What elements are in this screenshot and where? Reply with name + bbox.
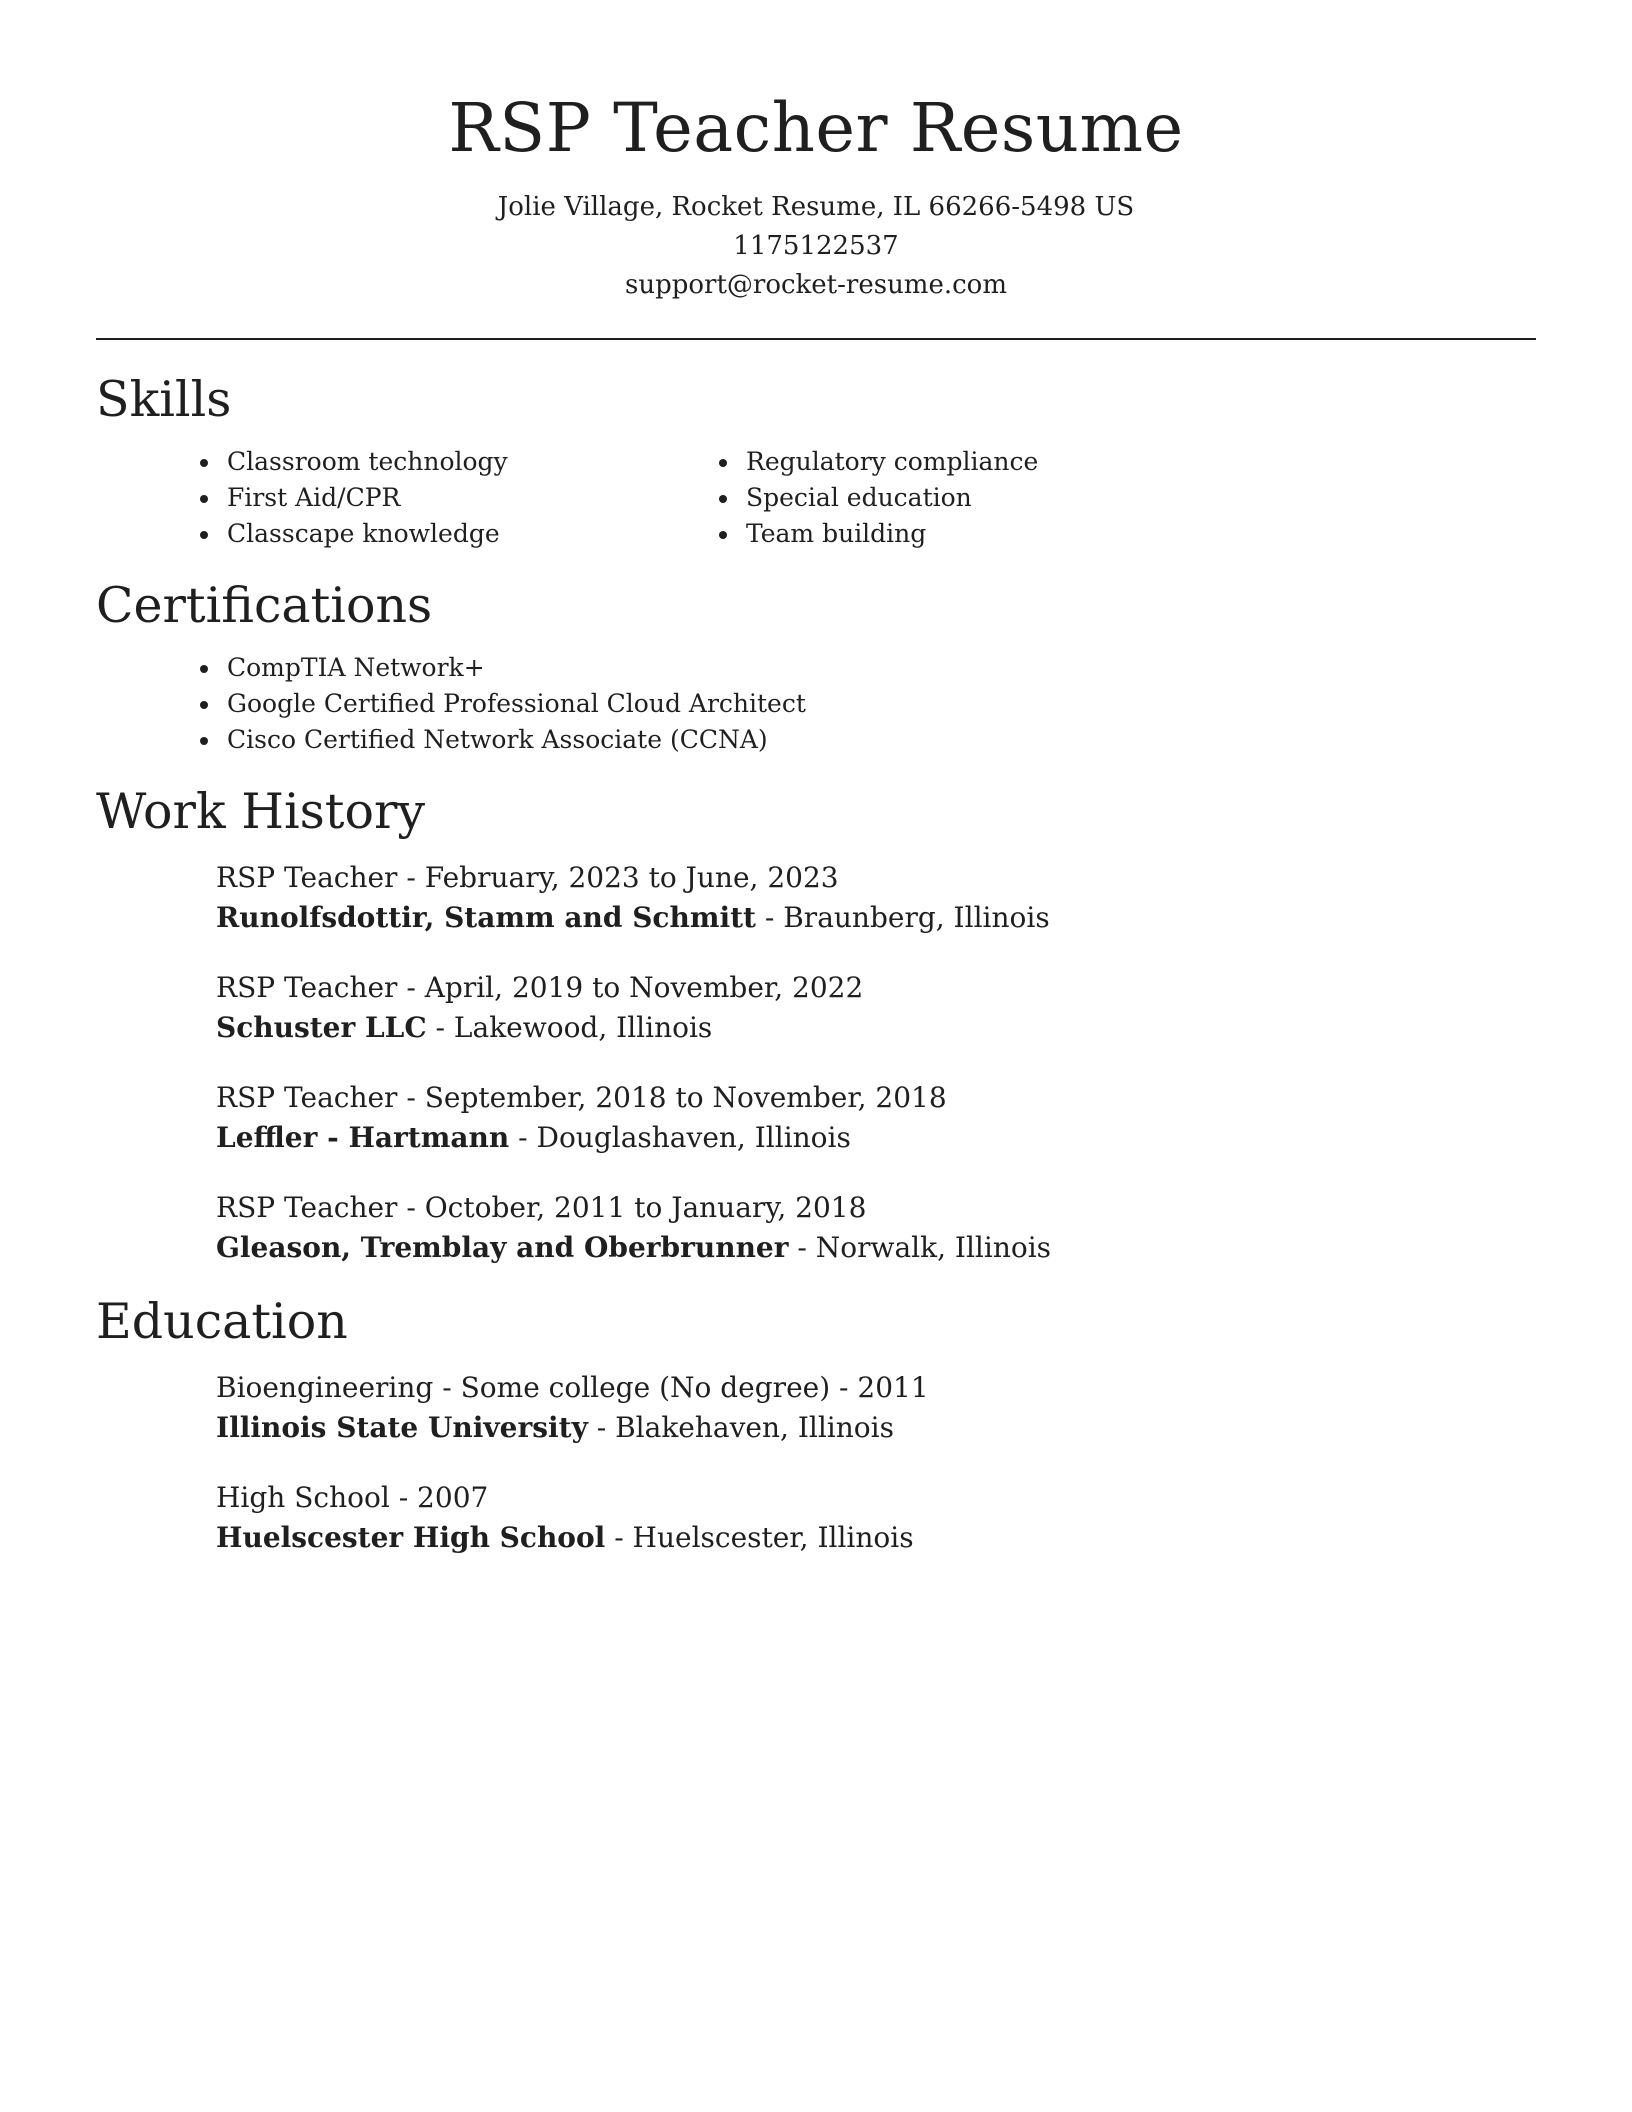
certifications-list [96,650,1536,758]
employer-name: Runolfsdottir, Stamm and Schmitt [216,901,756,934]
education-heading: Education [96,1293,348,1350]
skills-heading: Skills [96,371,232,428]
skills-section [96,368,1536,552]
employer-location: - Braunberg, Illinois [755,901,1050,934]
work-entry [216,858,1536,938]
school-name: Huelscester High School [216,1521,606,1554]
work-entry [216,968,1536,1048]
employer-name: Schuster LLC [216,1011,427,1044]
resume-header [96,0,1536,305]
job-title-dates: RSP Teacher - October, 2011 to January, 2018 [216,1191,867,1224]
job-title-dates: RSP Teacher - April, 2019 to November, 2022 [216,971,864,1004]
skill-item: Classcape knowledge [227,516,746,552]
certification-item: CompTIA Network+ [227,650,1536,686]
skills-column-left [96,444,746,552]
employer-line [216,1118,1536,1158]
work-entry [216,1188,1536,1268]
employer-line [216,898,1536,938]
resume-title: RSP Teacher Resume [448,89,1184,167]
education-section [96,1290,1536,1558]
school-line [216,1408,1536,1448]
certification-item: Google Certified Professional Cloud Architect [227,686,1536,722]
skills-column-right [746,444,1038,552]
work-history-heading: Work History [96,783,426,840]
employer-line [216,1228,1536,1268]
email: support@rocket-resume.com [624,270,1007,300]
job-title-dates: RSP Teacher - February, 2023 to June, 2023 [216,861,839,894]
contact-info [96,188,1536,305]
header-divider [96,338,1536,340]
employer-name: Gleason, Tremblay and Oberbrunner [216,1231,789,1264]
education-entry [216,1368,1536,1448]
certification-item: Cisco Certified Network Associate (CCNA) [227,722,1536,758]
employer-name: Leffler - Hartmann [216,1121,510,1154]
certifications-section [96,574,1536,758]
work-history-section [96,780,1536,1268]
employer-line [216,1008,1536,1048]
skills-grid [96,444,1536,552]
phone: 1175122537 [733,231,899,261]
address: Jolie Village, Rocket Resume, IL 66266-5498 US [497,192,1135,222]
school-location: - Huelscester, Illinois [605,1521,914,1554]
skill-item: Classroom technology [227,444,746,480]
job-title-dates: RSP Teacher - September, 2018 to November, 2018 [216,1081,947,1114]
education-entry [216,1478,1536,1558]
certifications-heading: Certifications [96,577,433,634]
school-line [216,1518,1536,1558]
school-name: Illinois State University [216,1411,588,1444]
degree-line: Bioengineering - Some college (No degree) - 2011 [216,1371,929,1404]
skill-item: Regulatory compliance [746,444,1038,480]
education-entries [96,1368,1536,1558]
school-location: - Blakehaven, Illinois [587,1411,894,1444]
employer-location: - Norwalk, Illinois [788,1231,1052,1264]
skill-item: Team building [746,516,1038,552]
employer-location: - Douglashaven, Illinois [509,1121,851,1154]
work-entries [96,858,1536,1268]
employer-location: - Lakewood, Illinois [426,1011,713,1044]
work-entry [216,1078,1536,1158]
degree-line: High School - 2007 [216,1481,489,1514]
skill-item: First Aid/CPR [227,480,746,516]
skill-item: Special education [746,480,1038,516]
